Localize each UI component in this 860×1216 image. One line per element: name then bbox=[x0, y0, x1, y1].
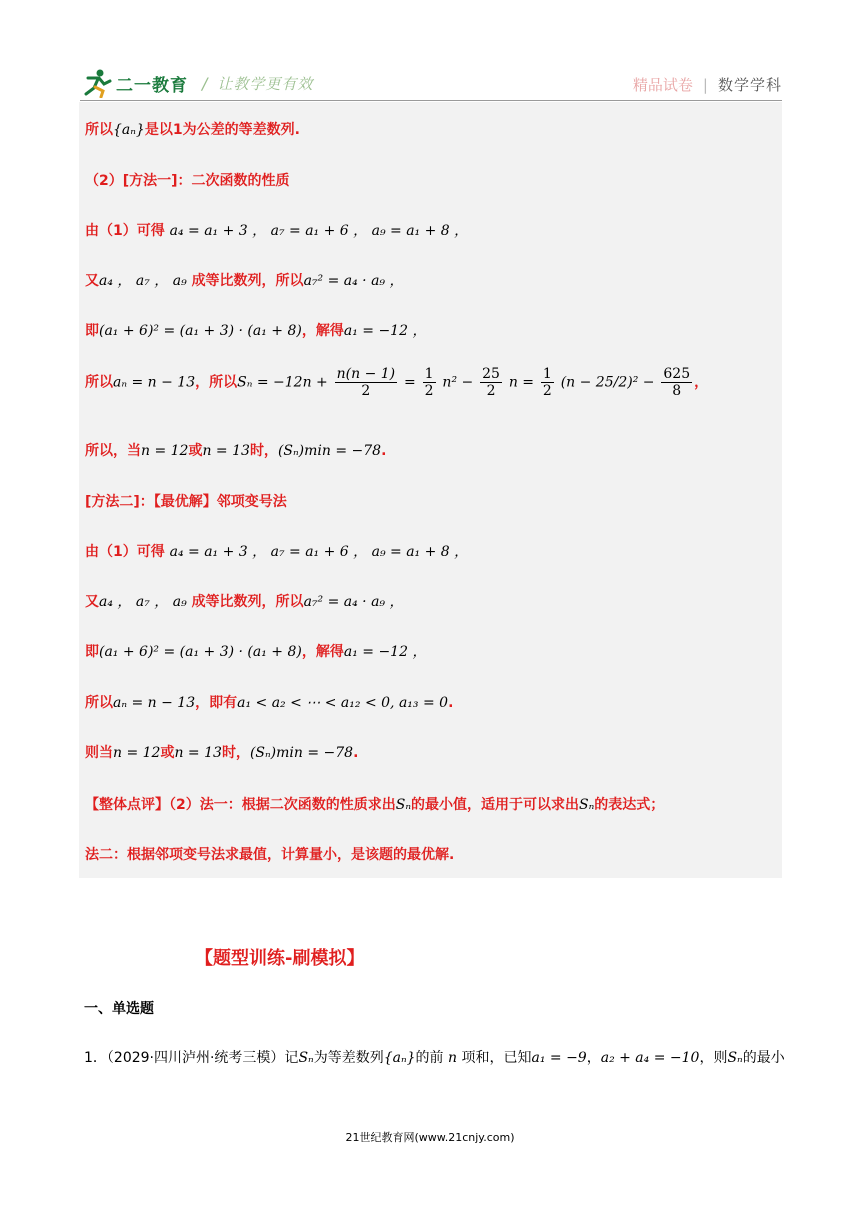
runner-logo-icon bbox=[80, 68, 114, 98]
solution-line-6: 所以aₙ = n − 13，所以Sₙ = −12n + $\frac{n(n - 1)}{2}$ = $\frac{1}{2}$ n² − $\frac{25}{2}$ n = $\frac{1}{2}$ (n − 25/2)² − $\frac{625}{8}$ ， bbox=[85, 366, 709, 399]
solution-line-11: 即(a₁ + 6)² = (a₁ + 3) · (a₁ + 8)，解得a₁ = −12 ， bbox=[85, 644, 427, 660]
method-one-heading: （2）[方法一]：二次函数的性质 bbox=[85, 173, 290, 189]
fraction: $\frac{n(n - 1)}{2}$ bbox=[336, 366, 396, 399]
single-choice-heading: 一、单选题 bbox=[84, 1001, 154, 1017]
solution-line-10: 又a₄ ， a₇ ， a₉ 成等比数列，所以a₇² = a₄ · a₉ ， bbox=[85, 594, 404, 610]
solution-line-12: 所以aₙ = n − 13，即有a₁ < a₂ < ⋯ < a₁₂ < 0, a₁₃ = 0. bbox=[85, 695, 454, 711]
fraction: $\frac{25}{2}$ bbox=[482, 366, 500, 399]
solution-line-7: 所以，当n = 12或n = 13时，(Sₙ)min = −78. bbox=[85, 443, 387, 459]
solution-line-5: 即(a₁ + 6)² = (a₁ + 3) · (a₁ + 8)，解得a₁ = −12 ， bbox=[85, 323, 427, 339]
page-footer: 21世纪教育网(www.21cnjy.com) bbox=[345, 1131, 515, 1144]
page-header bbox=[80, 66, 782, 102]
fraction: $\frac{1}{2}$ bbox=[542, 366, 552, 399]
fraction: $\frac{625}{8}$ bbox=[663, 366, 691, 399]
solution-line-13: 则当n = 12或n = 13时，(Sₙ)min = −78. bbox=[85, 745, 359, 761]
solution-line-4: 又a₄ ， a₇ ， a₉ 成等比数列，所以a₇² = a₄ · a₉ ， bbox=[85, 273, 404, 289]
header-tag: 精品试卷 bbox=[632, 76, 693, 94]
solution-line-3: 由（1）可得 a₄ = a₁ + 3 ， a₇ = a₁ + 6 ， a₉ = a₁ + 8 ， bbox=[85, 223, 469, 239]
brand-name: 二一教育 bbox=[116, 75, 188, 96]
logo bbox=[80, 66, 313, 100]
solution-line-1: 所以{aₙ}是以1为公差的等差数列. bbox=[85, 122, 300, 138]
section-title: 【题型训练-刷模拟】 bbox=[195, 948, 365, 969]
header-slash: / bbox=[202, 73, 208, 93]
overall-comment-line-1: 【整体点评】（2）法一：根据二次函数的性质求出Sₙ的最小值，适用于可以求出Sₙ的表达式； bbox=[85, 797, 665, 813]
solution-line-9: 由（1）可得 a₄ = a₁ + 3 ， a₇ = a₁ + 6 ， a₉ = a₁ + 8 ， bbox=[85, 544, 469, 560]
header-subject: 数学学科 bbox=[717, 76, 782, 94]
header-right bbox=[633, 74, 782, 95]
method-two-heading: [方法二]：【最优解】邻项变号法 bbox=[85, 494, 287, 510]
brand-slogan: 让教学更有效 bbox=[217, 74, 314, 93]
header-divider bbox=[80, 100, 782, 101]
header-separator: | bbox=[702, 75, 708, 94]
question-1: 1．（2029·四川泸州·统考三模）记Sₙ为等差数列{aₙ}的前 n 项和，已知a₁ = −9，a₂ + a₄ = −10，则Sₙ的最小 bbox=[84, 1050, 785, 1066]
overall-comment-line-2: 法二：根据邻项变号法求最值，计算量小，是该题的最优解. bbox=[85, 847, 455, 863]
fraction: $\frac{1}{2}$ bbox=[424, 366, 434, 399]
